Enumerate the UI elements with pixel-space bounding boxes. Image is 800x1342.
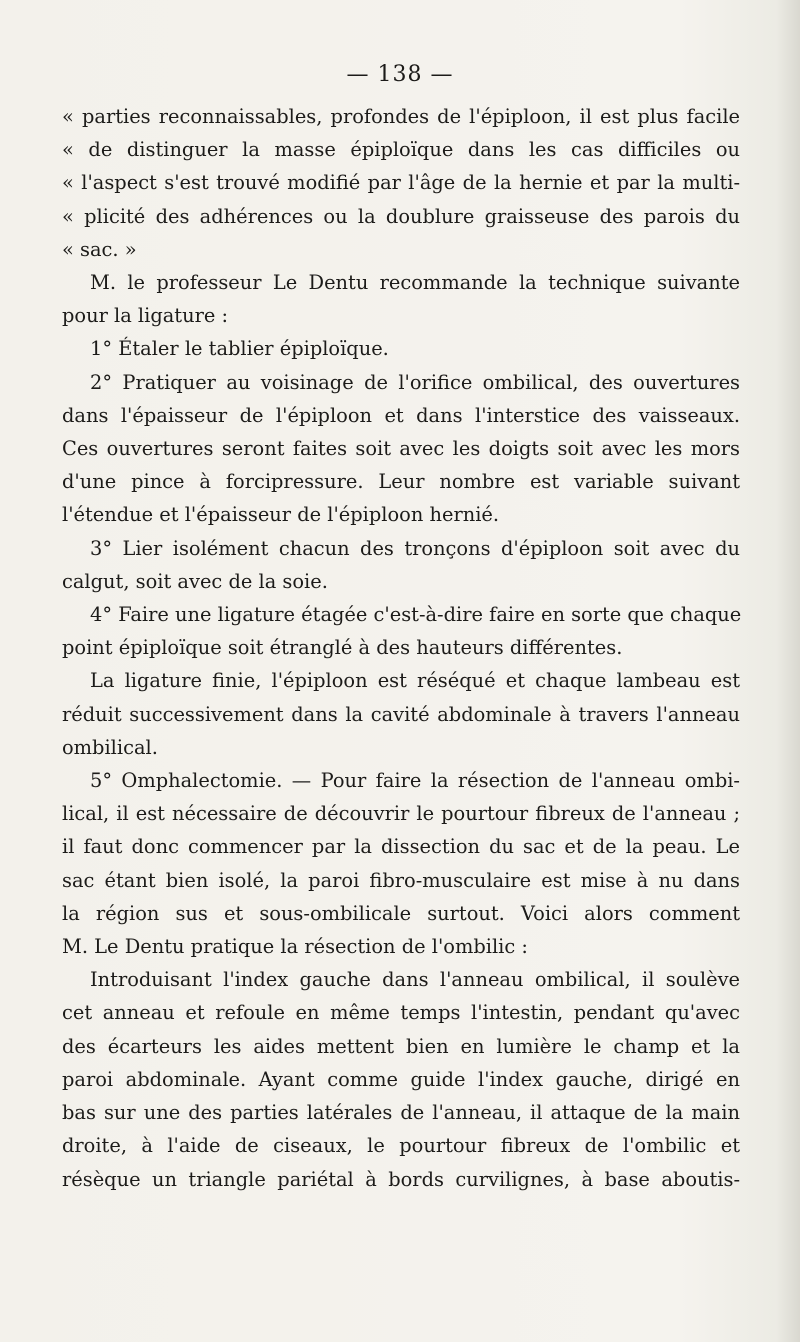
text-line: réduit successivement dans la cavité abdominale à travers l'anneau bbox=[62, 702, 740, 726]
text-line: Introduisant l'index gauche dans l'anneau ombilical, il soulève bbox=[90, 968, 740, 992]
text-line: 5° Omphalectomie. — Pour faire la résection de l'anneau ombi- bbox=[90, 769, 740, 793]
text-line: M. le professeur Le Dentu recommande la technique suivante bbox=[90, 271, 740, 295]
text-line: « parties reconnaissables, profondes de l'épiploon, il est plus facile bbox=[62, 105, 740, 128]
text-line: « l'aspect s'est trouvé modifié par l'âge de la hernie et par la multi- bbox=[62, 171, 740, 195]
text-line: « de distinguer la masse épiploïque dans les cas difficiles ou bbox=[62, 138, 740, 162]
text-line: résèque un triangle pariétal à bords curvilignes, à base aboutis- bbox=[62, 1167, 740, 1191]
text-line: il faut donc commencer par la dissection du sac et de la peau. Le bbox=[62, 835, 740, 859]
text-line: paroi abdominale. Ayant comme guide l'index gauche, dirigé en bbox=[62, 1067, 740, 1091]
text-line: droite, à l'aide de ciseaux, le pourtour fibreux de l'ombilic et bbox=[62, 1134, 740, 1158]
text-line: M. Le Dentu pratique la résection de l'ombilic : bbox=[62, 935, 528, 959]
text-line: cet anneau et refoule en même temps l'intestin, pendant qu'avec bbox=[62, 1001, 740, 1025]
text-line: pour la ligature : bbox=[62, 304, 229, 328]
text-line: bas sur une des parties latérales de l'anneau, il attaque de la main bbox=[62, 1101, 740, 1125]
text-line: « plicité des adhérences ou la doublure graisseuse des parois du bbox=[62, 204, 740, 228]
text-line: 3° Lier isolément chacun des tronçons d'épiploon soit avec du bbox=[90, 536, 740, 560]
text-line: point épiploïque soit étranglé à des hauteurs différentes. bbox=[62, 636, 623, 660]
text-line: La ligature finie, l'épiploon est réséqué et chaque lambeau est bbox=[90, 669, 740, 693]
text-line: 4° Faire une ligature étagée c'est-à-dire faire en sorte que chaque bbox=[90, 603, 742, 627]
text-line: Ces ouvertures seront faites soit avec les doigts soit avec les mors bbox=[62, 437, 740, 461]
text-line: des écarteurs les aides mettent bien en lumière le champ et la bbox=[62, 1034, 740, 1058]
text-line: l'étendue et l'épaisseur de l'épiploon hernié. bbox=[62, 503, 500, 527]
body-text bbox=[62, 100, 740, 1196]
text-line: la région sus et sous-ombilicale surtout. Voici alors comment bbox=[62, 901, 740, 925]
text-line: sac étant bien isolé, la paroi fibro-musculaire est mise à nu dans bbox=[62, 868, 740, 892]
text-line: 1° Étaler le tablier épiploïque. bbox=[90, 337, 389, 361]
text-line: lical, il est nécessaire de découvrir le pourtour fibreux de l'anneau ; bbox=[62, 802, 740, 826]
text-line: calgut, soit avec de la soie. bbox=[62, 569, 328, 593]
text-line: ombilical. bbox=[62, 735, 158, 759]
text-line: dans l'épaisseur de l'épiploon et dans l'interstice des vaisseaux. bbox=[62, 403, 740, 427]
text-line: « sac. » bbox=[62, 237, 137, 261]
text-line: d'une pince à forcipressure. Leur nombre est variable suivant bbox=[62, 470, 740, 494]
page-number: — 138 — bbox=[346, 62, 454, 87]
text-line: 2° Pratiquer au voisinage de l'orifice ombilical, des ouvertures bbox=[90, 370, 740, 394]
